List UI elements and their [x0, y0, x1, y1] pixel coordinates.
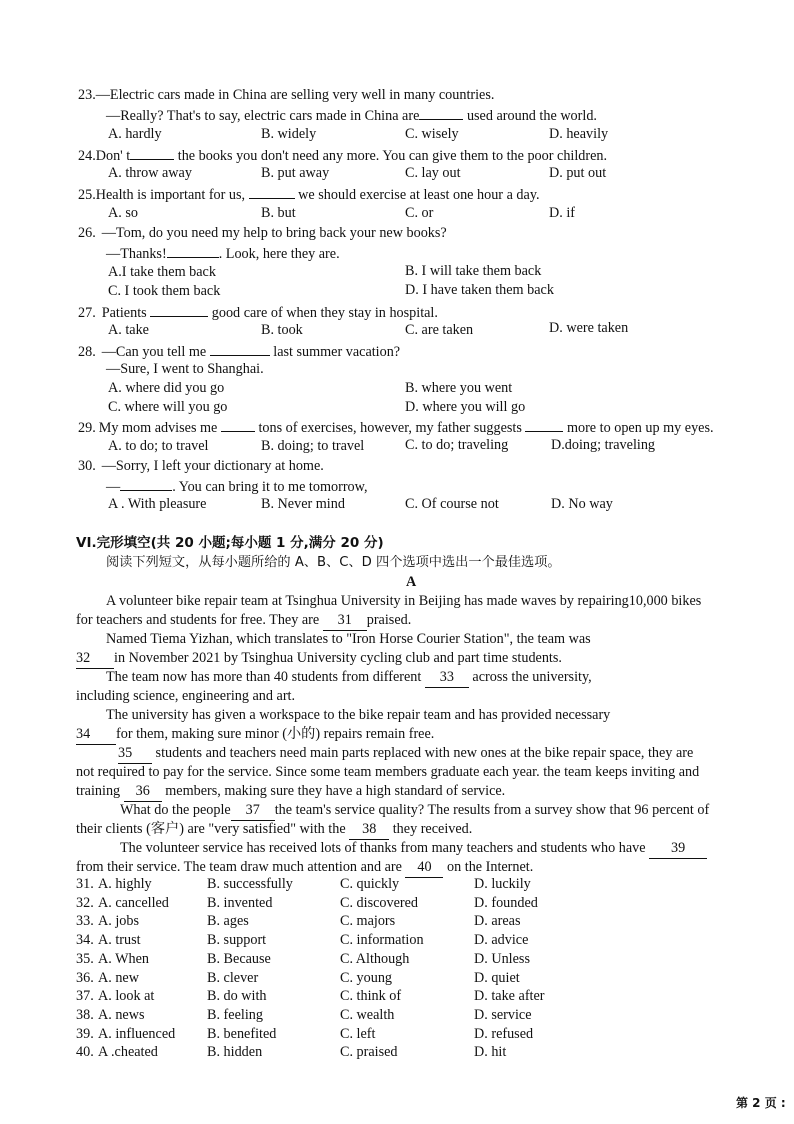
cloze-question-number: 38.: [76, 1006, 94, 1023]
cloze-question-number: 39.: [76, 1025, 94, 1042]
q26-option-c[interactable]: C. I took them back: [108, 283, 221, 299]
q24-option-c[interactable]: C. lay out: [405, 165, 461, 181]
cloze-option-d[interactable]: D. take after: [474, 988, 545, 1005]
q25-option-b[interactable]: B. but: [261, 205, 296, 221]
answer-blank[interactable]: [210, 341, 270, 356]
cloze-option-a[interactable]: A. When: [98, 950, 149, 967]
passage-line: 32 in November 2021 by Tsinghua University cycling club and part time students.: [76, 649, 562, 669]
q26-stem-2: —Thanks! . Look, here they are.: [106, 243, 340, 264]
q30-option-c[interactable]: C. Of course not: [405, 496, 499, 512]
cloze-option-b[interactable]: B. ages: [207, 913, 249, 930]
cloze-question-number: 34.: [76, 932, 94, 949]
q29-option-d[interactable]: D.doing; traveling: [551, 437, 656, 453]
passage-line: Named Tiema Yizhan, which translates to "Iron Horse Courier Station", the team was: [106, 631, 591, 647]
cloze-option-a[interactable]: A. look at: [98, 988, 155, 1005]
q27-option-a[interactable]: A. take: [108, 322, 149, 338]
cloze-option-c[interactable]: C. majors: [340, 913, 396, 930]
q30-option-d[interactable]: D. No way: [551, 496, 613, 512]
q23-stem-2: —Really? That's to say, electric cars made in China are used around the world.: [106, 105, 597, 126]
cloze-option-a[interactable]: A. jobs: [98, 913, 139, 930]
cloze-option-c[interactable]: C. wealth: [340, 1006, 395, 1023]
q25-option-d[interactable]: D. if: [549, 205, 576, 221]
q28-option-a[interactable]: A. where did you go: [108, 380, 225, 396]
answer-blank[interactable]: [120, 476, 172, 491]
cloze-option-a[interactable]: A. influenced: [98, 1025, 176, 1042]
cloze-option-c[interactable]: C. Although: [340, 950, 410, 967]
q27-option-d[interactable]: D. were taken: [549, 320, 629, 336]
cloze-option-b[interactable]: B. benefited: [207, 1025, 277, 1042]
q24-option-a[interactable]: A. throw away: [108, 165, 192, 181]
cloze-question-number: 35.: [76, 950, 94, 967]
cloze-option-c[interactable]: C. young: [340, 969, 393, 986]
q27-option-c[interactable]: C. are taken: [405, 322, 474, 338]
q29-option-c[interactable]: C. to do; traveling: [405, 437, 509, 453]
cloze-option-a[interactable]: A. cancelled: [98, 894, 169, 911]
cloze-option-b[interactable]: B. clever: [207, 969, 259, 986]
cloze-option-d[interactable]: D. quiet: [474, 969, 520, 986]
cloze-option-d[interactable]: D. advice: [474, 932, 529, 949]
cloze-option-b[interactable]: B. successfully: [207, 876, 293, 892]
q29-option-a[interactable]: A. to do; to travel: [108, 438, 209, 454]
passage-line: The volunteer service has received lots of thanks from many teachers and students who have 39: [120, 839, 707, 859]
q30-stem-2: — . You can bring it to me tomorrow,: [106, 476, 368, 497]
cloze-option-a[interactable]: A. highly: [98, 876, 152, 892]
q28-option-c[interactable]: C. where will you go: [108, 399, 228, 415]
cloze-option-c[interactable]: C. praised: [340, 1044, 398, 1061]
cloze-option-a[interactable]: A .cheated: [98, 1044, 158, 1061]
cloze-question-number: 31.: [76, 876, 94, 892]
passage-line: What do the people 37 the team's service quality? The results from a survey show that 96 percent of: [120, 801, 709, 821]
cloze-question-number: 33.: [76, 913, 94, 930]
answer-blank[interactable]: [419, 105, 463, 120]
q23-option-c[interactable]: C. wisely: [405, 126, 459, 142]
answer-blank[interactable]: [130, 145, 174, 160]
passage-label: A: [406, 574, 417, 590]
passage-line: from their service. The team draw much attention and are 40 on the Internet.: [76, 858, 533, 878]
blank-36[interactable]: 36: [124, 782, 162, 802]
q28-stem-2: —Sure, I went to Shanghai.: [106, 361, 264, 377]
q26-option-a[interactable]: A.I take them back: [108, 264, 216, 280]
cloze-option-d[interactable]: D. refused: [474, 1025, 534, 1042]
q27-option-b[interactable]: B. took: [261, 322, 303, 338]
q29-stem: 29. My mom advises me tons of exercises, however, my father suggests more to open up my eyes.: [78, 417, 714, 438]
blank-40[interactable]: 40: [405, 858, 443, 878]
cloze-option-c[interactable]: C. think of: [340, 988, 402, 1005]
blank-32[interactable]: 32: [76, 649, 114, 669]
q28-option-b[interactable]: B. where you went: [405, 380, 513, 396]
q30-option-a[interactable]: A . With pleasure: [108, 496, 207, 512]
q24-option-d[interactable]: D. put out: [549, 165, 607, 181]
q23-option-b[interactable]: B. widely: [261, 126, 317, 142]
cloze-option-c[interactable]: C. left: [340, 1025, 376, 1042]
q23-option-a[interactable]: A. hardly: [108, 126, 162, 142]
blank-38[interactable]: 38: [349, 820, 389, 840]
cloze-question-number: 37.: [76, 988, 94, 1005]
section-instruction: 阅读下列短文，从每小题所给的 A、B、C、D 四个选项中选出一个最佳选项。: [106, 555, 561, 570]
cloze-option-b[interactable]: B. invented: [207, 894, 273, 911]
section-heading: VI.完形填空(共 20 小题;每小题 1 分,满分 20 分): [76, 535, 384, 551]
blank-37[interactable]: 37: [231, 801, 275, 821]
passage-line: The team now has more than 40 students from different 33 across the university,: [106, 668, 592, 688]
q29-option-b[interactable]: B. doing; to travel: [261, 438, 365, 454]
blank-34[interactable]: 34: [76, 725, 116, 745]
q25-option-a[interactable]: A. so: [108, 205, 138, 221]
answer-blank[interactable]: [221, 417, 255, 432]
q28-stem: 28. —Can you tell me last summer vacation?: [78, 341, 400, 362]
cloze-option-d[interactable]: D. Unless: [474, 950, 530, 967]
passage-line: their clients (客户) are "very satisfied" with the 38 they received.: [76, 820, 472, 840]
q24-option-b[interactable]: B. put away: [261, 165, 330, 181]
blank-39[interactable]: 39: [649, 839, 707, 859]
cloze-option-c[interactable]: C. quickly: [340, 876, 400, 892]
answer-blank[interactable]: [167, 243, 219, 258]
cloze-option-d[interactable]: D. founded: [474, 894, 538, 911]
cloze-option-d[interactable]: D. areas: [474, 913, 521, 930]
answer-blank[interactable]: [525, 417, 563, 432]
blank-33[interactable]: 33: [425, 668, 469, 688]
q25-stem: 25.Health is important for us, we should exercise at least one hour a day.: [78, 184, 540, 205]
cloze-option-c[interactable]: C. discovered: [340, 894, 419, 911]
cloze-option-b[interactable]: B. feeling: [207, 1006, 263, 1023]
blank-31[interactable]: 31: [323, 611, 367, 631]
cloze-option-d[interactable]: D. hit: [474, 1044, 507, 1061]
passage-line: for teachers and students for free. They are 31 praised.: [76, 611, 411, 631]
q30-stem: 30. —Sorry, I left your dictionary at home.: [78, 458, 324, 474]
answer-blank[interactable]: [249, 184, 295, 199]
cloze-option-a[interactable]: A. trust: [98, 932, 141, 949]
passage-line: including science, engineering and art.: [76, 688, 296, 704]
cloze-question-number: 32.: [76, 894, 94, 911]
cloze-option-c[interactable]: C. information: [340, 932, 424, 949]
passage-line: The university has given a workspace to the bike repair team and has provided necessary: [106, 707, 611, 723]
cloze-option-d[interactable]: D. luckily: [474, 876, 531, 892]
q28-option-d[interactable]: D. where you will go: [405, 399, 526, 415]
cloze-option-b[interactable]: B. Because: [207, 950, 271, 967]
cloze-option-b[interactable]: B. support: [207, 932, 267, 949]
cloze-option-b[interactable]: B. do with: [207, 988, 267, 1005]
answer-blank[interactable]: [150, 302, 208, 317]
page-number: 第 2 页 :: [736, 1096, 786, 1110]
passage-line: 34 for them, making sure minor (小的) repairs remain free.: [76, 725, 434, 745]
q26-stem: 26. —Tom, do you need my help to bring back your new books?: [78, 225, 447, 241]
blank-35[interactable]: 35: [118, 744, 152, 764]
cloze-option-b[interactable]: B. hidden: [207, 1044, 263, 1061]
q26-option-d[interactable]: D. I have taken them back: [405, 282, 554, 298]
cloze-option-a[interactable]: A. new: [98, 969, 139, 986]
q23-option-d[interactable]: D. heavily: [549, 126, 609, 142]
passage-line: A volunteer bike repair team at Tsinghua University in Beijing has made waves by repairing10,000 bikes: [106, 593, 702, 609]
q25-option-c[interactable]: C. or: [405, 205, 434, 221]
passage-line: 35 students and teachers need main parts replaced with new ones at the bike repair space, they are: [118, 744, 693, 764]
q30-option-b[interactable]: B. Never mind: [261, 496, 345, 512]
cloze-question-number: 40.: [76, 1044, 94, 1061]
q24-stem: 24.Don' t the books you don't need any more. You can give them to the poor children.: [78, 145, 607, 166]
passage-line: training 36 members, making sure they have a high standard of service.: [76, 782, 505, 802]
passage-line: not required to pay for the service. Since some team members graduate each year. the team keeps inviting and: [76, 764, 700, 780]
cloze-option-a[interactable]: A. news: [98, 1006, 145, 1023]
cloze-option-d[interactable]: D. service: [474, 1006, 532, 1023]
q26-option-b[interactable]: B. I will take them back: [405, 263, 542, 279]
q23-stem: 23.—Electric cars made in China are selling very well in many countries.: [78, 87, 495, 103]
q27-stem: 27. Patients good care of when they stay in hospital.: [78, 302, 438, 323]
cloze-question-number: 36.: [76, 969, 94, 986]
